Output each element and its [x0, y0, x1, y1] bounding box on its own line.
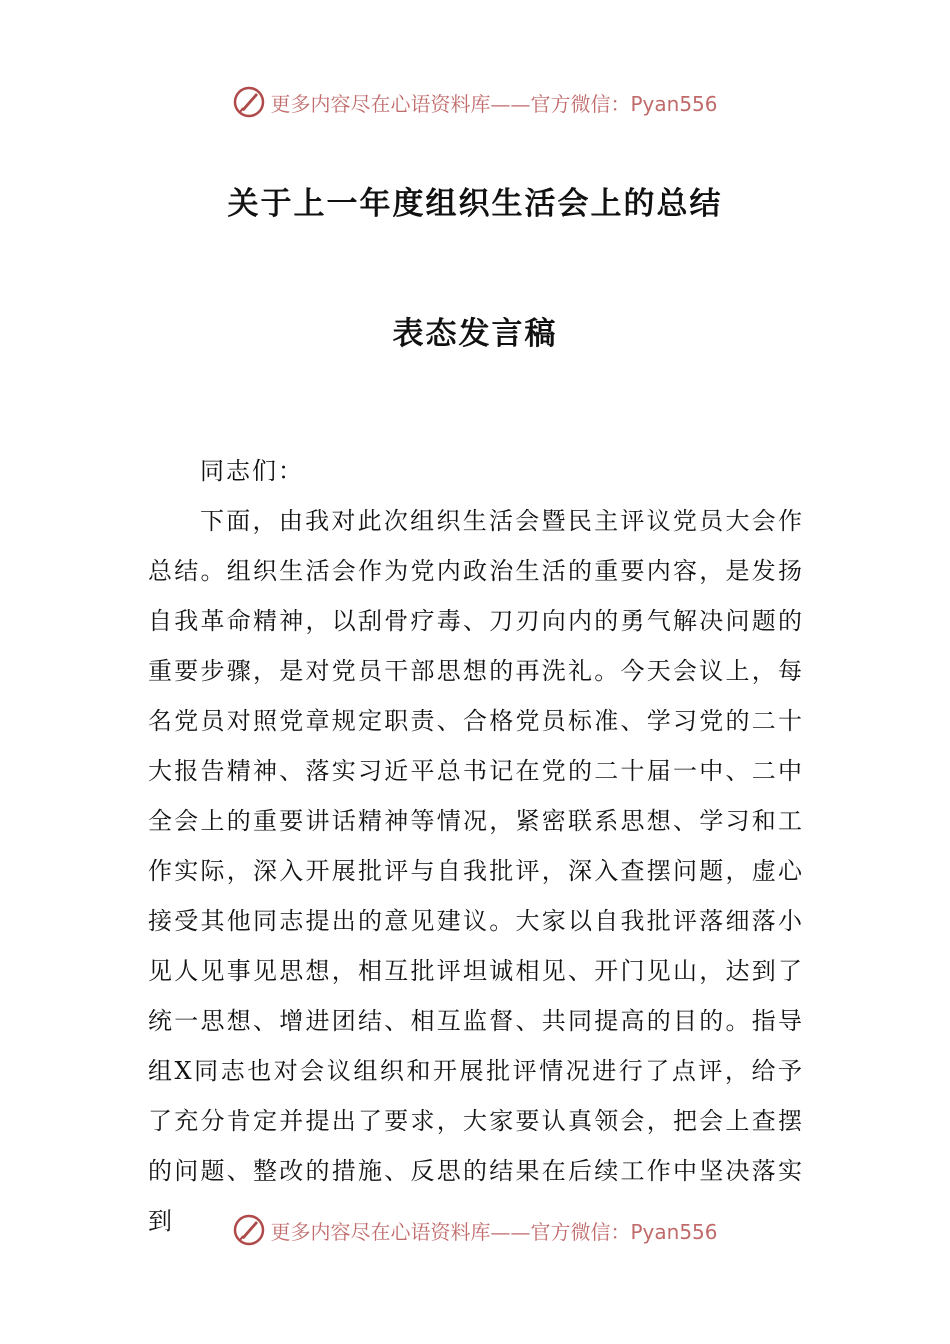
quill-pen-logo-icon: [232, 85, 266, 119]
footer-banner: [0, 1208, 950, 1252]
header-wechat-id: Pyan556: [630, 91, 718, 116]
quill-pen-logo-icon: [232, 1213, 266, 1247]
header-banner-text: 更多内容尽在心语资料库——官方微信：Pyan556: [270, 91, 718, 116]
document-body: [148, 446, 804, 1246]
document-title-line1: 关于上一年度组织生活会上的总结: [227, 186, 723, 222]
footer-banner-text: 更多内容尽在心语资料库——官方微信：Pyan556: [270, 1219, 718, 1244]
document-title-line2: 表态发言稿: [392, 316, 558, 352]
footer-wechat-id: Pyan556: [630, 1219, 718, 1244]
header-banner: [0, 80, 950, 124]
salutation: 同志们：: [200, 457, 304, 485]
paragraph-1: 下面，由我对此次组织生活会暨民主评议党员大会作总结。组织生活会作为党内政治生活的重要内容，是发扬自我革命精神，以刮骨疗毒、刀刃向内的勇气解决问题的重要步骤，是对党员干部思想的再洗礼。今天会议上，每名党员对照党章规定职责、合格党员标准、学习党的二十大报告精神、落实习近平总书记在党的二十届一中、二中全会上的重要讲话精神等情况，紧密联系思想、学习和工作实际，深入开展批评与自我批评，深入查摆问题，虚心接受其他同志提出的意见建议。大家以自我批评落细落小见人见事见思想，相互批评坦诚相见、开门见山，达到了统一思想、增进团结、相互监督、共同提高的目的。指导组X同志也对会议组织和开展批评情况进行了点评，给予了充分肯定并提出了要求，大家要认真领会，把会上查摆的问题、整改的措施、反思的结果在后续工作中坚决落实到: [148, 507, 804, 1235]
